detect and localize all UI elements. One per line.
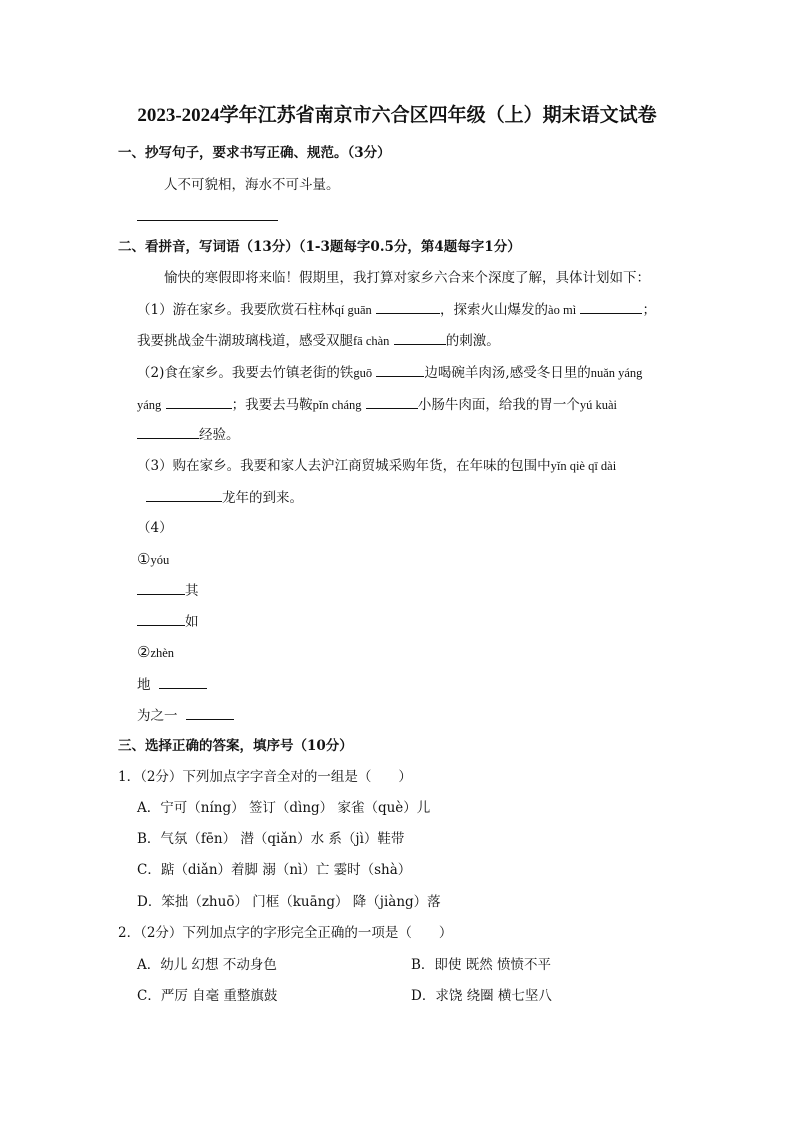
item-4-row-1: 其 [137,581,199,600]
question-2-option-a[interactable]: A．幼儿 幻想 不动身色 [137,957,277,973]
question-2-option-c[interactable]: C．严厉 自毫 重整旗鼓 [137,988,278,1004]
answer-blank[interactable] [376,300,440,314]
copy-sentence: 人不可貌相，海水不可斗量。 [164,177,340,193]
item-4-part-1: ①yóu [137,550,170,568]
item-1-line-1: （1）游在家乡。我要欣赏石柱林qí guān ，探索火山爆发的ào mì ； [137,302,656,318]
item-3-line-2: 龙年的到来。 [137,488,303,507]
answer-blank[interactable] [186,706,234,720]
page-title: 2023-2024学年江苏省南京市六合区四年级（上）期末语文试卷 [137,105,657,126]
question-2-option-b[interactable]: B．即使 既然 愤愤不平 [411,957,552,973]
question-2: 2．（2分）下列加点字的字形完全正确的一项是（ ） [118,925,453,941]
section-2-intro: 愉快的寒假即将来临！假期里，我打算对家乡六合来个深度了解，具体计划如下： [164,270,650,286]
answer-blank[interactable] [137,425,199,439]
question-2-option-d[interactable]: D．求饶 绕圈 横七坚八 [411,988,552,1004]
answer-blank[interactable] [394,331,446,345]
item-4-row-3: 地 [137,675,207,694]
item-4-row-4: 为之一 [137,706,234,725]
item-2-line-1: （2)食在家乡。我要去竹镇老街的铁guō 边喝碗羊肉汤,感受冬日里的nuǎn yáng [137,365,643,381]
answer-blank[interactable] [159,675,207,689]
section-2-heading: 二、看拼音，写词语（13分）（1-3题每字0.5分，第4题每字1分） [118,239,521,255]
answer-blank[interactable] [580,300,642,314]
answer-blank[interactable] [137,612,185,626]
question-1-option-d[interactable]: D．笨拙（zhuō） 门框（kuāng） 降（jiàng）落 [137,894,441,910]
answer-blank[interactable] [146,488,222,502]
item-4-row-2: 如 [137,612,199,631]
answer-blank[interactable] [137,581,185,595]
item-2-line-3: 经验。 [137,425,240,444]
answer-blank[interactable] [376,363,424,377]
item-2-line-2: yáng ；我要去马鞍pǐn cháng 小肠牛肉面，给我的胃一个yú kuài [137,397,618,413]
section-3-heading: 三、选择正确的答案，填序号（10分） [118,738,353,754]
item-3-line-1: （3）购在家乡。我要和家人去沪江商贸城采购年货，在年味的包围中yǐn qiè qī dài [137,458,617,474]
answer-blank[interactable] [166,395,232,409]
item-4-part-2: ②zhèn [137,643,175,661]
question-1-option-c[interactable]: C．踮（diǎn）着脚 溺（nì）亡 霎时（shà） [137,862,412,878]
question-1: 1．（2分）下列加点字字音全对的一组是（ ） [118,769,412,785]
section-1-heading: 一、抄写句子，要求书写正确、规范。（3分） [118,145,391,161]
item-4-label: （4） [137,520,173,536]
question-1-option-b[interactable]: B．气氛（fēn） 潜（qiǎn）水 系（jì）鞋带 [137,831,405,847]
item-1-line-2: 我要挑战金牛湖玻璃栈道，感受双腿fā chàn 的刺激。 [137,333,500,349]
question-1-option-a[interactable]: A．宁可（níng） 签订（dìng） 家雀（què）儿 [137,800,431,816]
answer-blank[interactable] [366,395,418,409]
copy-answer-line[interactable] [137,207,278,226]
